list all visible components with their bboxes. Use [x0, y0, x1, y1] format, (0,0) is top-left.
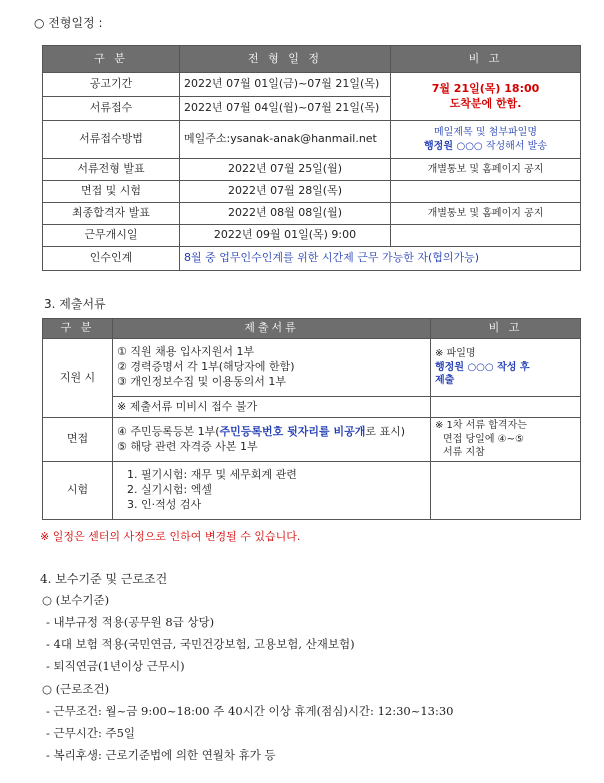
list-item: ② 경력증명서 각 1부(해당자에 한함) — [117, 360, 295, 374]
row-date: 2022년 09월 01일(목) 9:00 — [180, 225, 391, 247]
interview-note-line2: 면접 당일에 ④~⑤ — [443, 433, 524, 445]
row-date: 2022년 07월 28일(목) — [180, 181, 391, 203]
method-note-line1: 메일제목 및 첨부파일명 — [434, 127, 537, 138]
list-item: - 4대 보험 적용(국민연금, 국민건강보험, 고용보험, 산재보험) — [46, 637, 355, 651]
interview-label: 면접 — [43, 418, 113, 462]
schedule-header-row — [43, 46, 581, 73]
row-label: 인수인계 — [43, 247, 180, 271]
exam-items — [113, 462, 431, 520]
apply-items — [113, 339, 431, 397]
table-row — [43, 397, 581, 418]
pay-subtitle: ○ (보수기준) — [42, 593, 110, 607]
row-note: 개별통보 및 홈페이지 공지 — [391, 203, 581, 225]
documents-title: 3. 제출서류 — [44, 297, 106, 311]
schedule-title: ○ 전형일정 : — [34, 16, 103, 30]
deadline-note-line2: 도착분에 한함. — [449, 96, 522, 110]
schedule-table — [42, 45, 581, 271]
list-item — [117, 425, 426, 440]
interview-item1-c: 로 표시) — [365, 424, 405, 438]
private-number-text: 주민등록번호 뒷자리를 비공개 — [219, 424, 366, 438]
method-note — [391, 121, 581, 159]
handover-text: 8월 중 업무인수인계를 위한 시간제 근무 가능한 자(협의가능) — [180, 247, 581, 271]
table-row — [43, 418, 581, 462]
list-item: - 근무조건: 월~금 9:00~18:00 주 40시간 이상 휴게(점심)시간: 12:30~13:30 — [46, 704, 454, 718]
table-row — [43, 225, 581, 247]
schedule-header-date: 전 형 일 정 — [180, 46, 391, 73]
interview-items — [113, 418, 431, 462]
list-item: - 근무시간: 주5일 — [46, 726, 136, 740]
table-row — [43, 462, 581, 520]
interview-note — [431, 418, 581, 462]
apply-note-line1: ※ 파일명 — [435, 348, 476, 360]
row-label: 근무개시일 — [43, 225, 180, 247]
apply-note-line3: 제출 — [435, 375, 455, 387]
row-label: 면접 및 시험 — [43, 181, 180, 203]
schedule-change-note: ※ 일정은 센터의 사정으로 인하여 변경될 수 있습니다. — [40, 530, 301, 543]
list-item: 1. 필기시험: 재무 및 세무회계 관련 — [127, 468, 297, 482]
table-row — [43, 203, 581, 225]
row-label: 서류접수방법 — [43, 121, 180, 159]
empty-cell — [431, 397, 581, 418]
row-label: 공고기간 — [43, 73, 180, 97]
row-label: 서류전형 발표 — [43, 159, 180, 181]
table-row — [43, 73, 581, 97]
interview-note-line3: 서류 지참 — [443, 447, 485, 459]
list-item: - 내부규정 적용(공무원 8급 상당) — [46, 615, 215, 629]
documents-header-note: 비 고 — [431, 319, 581, 339]
list-item: - 퇴직연금(1년이상 근무시) — [46, 659, 185, 673]
schedule-header-note: 비 고 — [391, 46, 581, 73]
list-item: ③ 개인정보수집 및 이용동의서 1부 — [117, 374, 286, 388]
email-address: 메일주소:ysanak-anak@hanmail.net — [180, 121, 391, 159]
exam-label: 시험 — [43, 462, 113, 520]
list-item: ① 직원 채용 입사지원서 1부 — [117, 345, 255, 359]
deadline-note — [391, 73, 581, 121]
row-date: 2022년 07월 04일(월)~07월 21일(목) — [180, 97, 391, 121]
list-item: 3. 인·적성 검사 — [127, 497, 202, 511]
apply-warning: ※ 제출서류 미비시 접수 불가 — [113, 397, 431, 418]
row-note — [391, 181, 581, 203]
row-date: 2022년 07월 25일(월) — [180, 159, 391, 181]
interview-item1-a: ④ 주민등록등본 1부( — [117, 424, 220, 438]
table-row — [43, 181, 581, 203]
list-item: 2. 실기시험: 엑셀 — [127, 483, 212, 497]
interview-note-line1: ※ 1차 서류 합격자는 — [435, 420, 527, 432]
empty-cell — [431, 462, 581, 520]
documents-table — [42, 318, 581, 520]
table-row — [43, 159, 581, 181]
list-item: ⑤ 해당 관련 자격증 사본 1부 — [117, 439, 258, 453]
documents-header-docs: 제출서류 — [113, 319, 431, 339]
apply-label: 지원 시 — [43, 339, 113, 418]
method-note-bold: 행정원 ○○○ — [424, 140, 483, 152]
apply-note-line2: 행정원 ○○○ 작성 후 — [435, 361, 530, 373]
row-label: 최종합격자 발표 — [43, 203, 180, 225]
row-date: 2022년 07월 01일(금)~07월 21일(목) — [180, 73, 391, 97]
table-row — [43, 121, 581, 159]
pay-title: 4. 보수기준 및 근로조건 — [40, 572, 168, 586]
work-subtitle: ○ (근로조건) — [42, 682, 110, 696]
list-item: - 복리후생: 근로기준법에 의한 연월차 휴가 등 — [46, 748, 276, 762]
table-row — [43, 339, 581, 397]
deadline-note-line1: 7월 21일(목) 18:00 — [431, 81, 540, 95]
method-note-rest: 작성해서 발송 — [482, 140, 547, 152]
documents-header-category: 구 분 — [43, 319, 113, 339]
documents-header-row — [43, 319, 581, 339]
row-note: 개별통보 및 홈페이지 공지 — [391, 159, 581, 181]
table-row — [43, 247, 581, 271]
row-note — [391, 225, 581, 247]
row-date: 2022년 08월 08일(월) — [180, 203, 391, 225]
row-label: 서류접수 — [43, 97, 180, 121]
apply-note — [431, 339, 581, 397]
schedule-header-category: 구 분 — [43, 46, 180, 73]
